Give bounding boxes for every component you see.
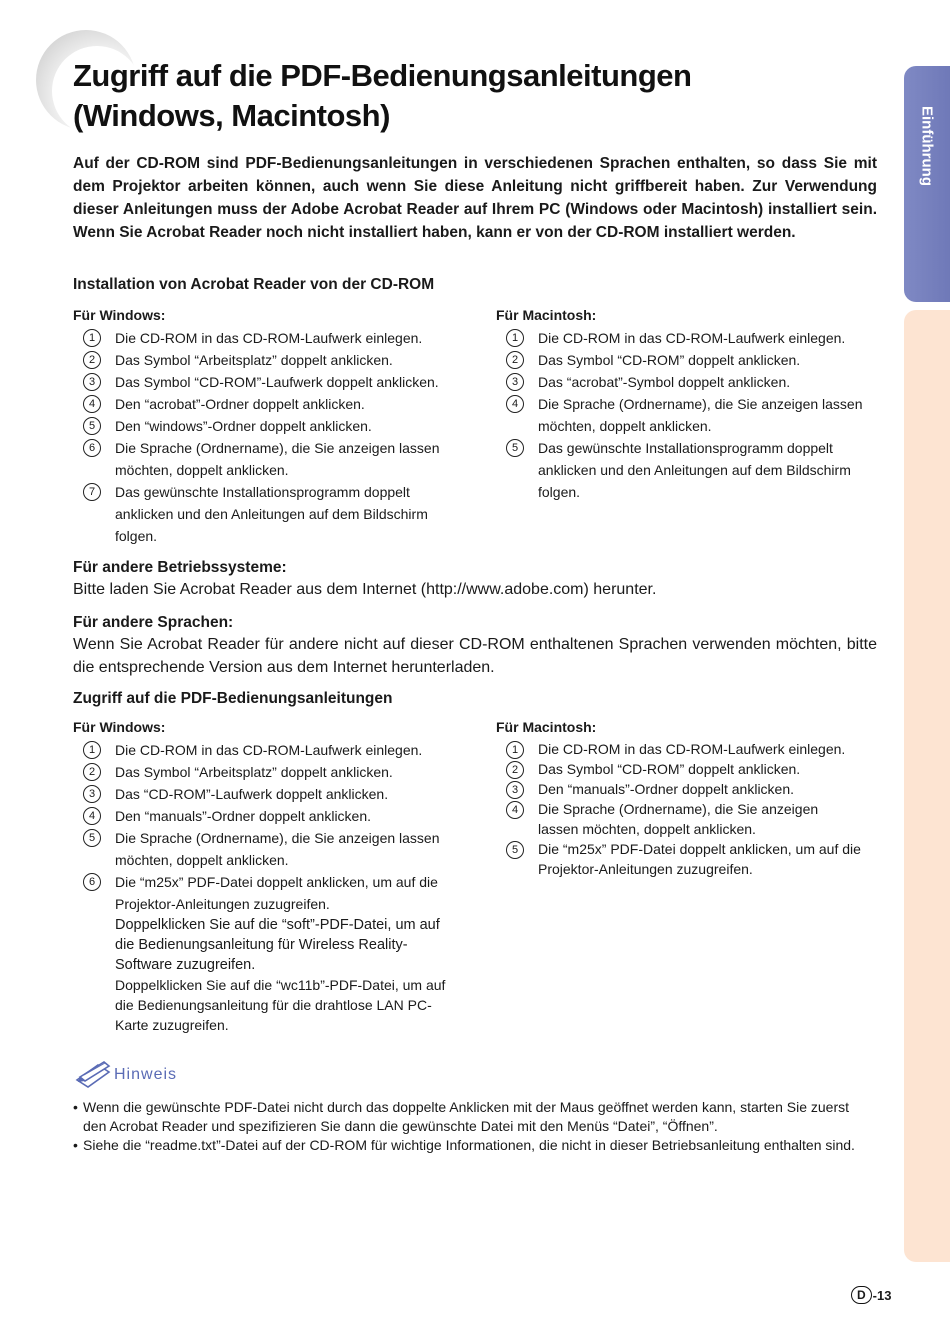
step-number: 1 (506, 329, 524, 347)
list-item (73, 415, 458, 437)
note-item (73, 1098, 873, 1136)
step-number: 3 (83, 373, 101, 391)
step-extra-soft: Doppelklicken Sie auf die “soft”-PDF-Datei, um auf die Bedienungsanleitung für Wireless Reality-Software zuzugreifen. (115, 917, 440, 973)
list-item (73, 761, 458, 783)
step-number: 6 (83, 439, 101, 457)
list-item (496, 437, 877, 503)
access-heading: Zugriff auf die PDF-Bedienungsanleitungen (73, 690, 393, 707)
list-item (496, 839, 898, 879)
step-extra-wc11b: Doppelklicken Sie auf die “wc11b”-PDF-Datei, um auf die Bedienungsanleitung für die drahtlose LAN PC-Karte zuzugreifen. (115, 977, 446, 1033)
step-text: Den “manuals”-Ordner doppelt anklicken. (538, 781, 795, 797)
note-item (73, 1136, 873, 1155)
list-item (496, 393, 877, 437)
step-text: Das gewünschte Installationsprogramm doppelt anklicken und den Anleitungen auf dem Bildschirm folgen. (115, 484, 428, 544)
step-number: 4 (506, 801, 524, 819)
access-windows-heading: Für Windows: (73, 719, 166, 735)
step-number: 1 (506, 741, 524, 759)
step-number: 1 (83, 329, 101, 347)
step-text: Das Symbol “CD-ROM” doppelt anklicken. (538, 352, 801, 368)
step-text: Das Symbol “Arbeitsplatz” doppelt anklicken. (115, 764, 393, 780)
note-label: Hinweis (114, 1066, 178, 1083)
access-mac-column (496, 718, 877, 879)
step-text: Das “CD-ROM”-Laufwerk doppelt anklicken. (115, 786, 389, 802)
note-list (73, 1098, 873, 1155)
list-item (496, 759, 877, 779)
list-item (73, 349, 458, 371)
access-windows-steps (73, 739, 458, 1035)
section-tab-einfuehrung[interactable] (904, 66, 950, 302)
list-item (73, 871, 458, 1035)
step-text: Die CD-ROM in das CD-ROM-Laufwerk einlegen. (538, 330, 846, 346)
step-text: Die Sprache (Ordnername), die Sie anzeigen lassen möchten, doppelt anklicken. (538, 396, 863, 434)
install-heading: Installation von Acrobat Reader von der CD-ROM (73, 276, 435, 293)
step-text: Das “acrobat”-Symbol doppelt anklicken. (538, 374, 791, 390)
step-number: 3 (506, 781, 524, 799)
bullet: • (73, 1137, 78, 1153)
list-item (496, 799, 858, 839)
step-number: 3 (506, 373, 524, 391)
step-text: Die CD-ROM in das CD-ROM-Laufwerk einlegen. (115, 330, 423, 346)
list-item (496, 349, 877, 371)
other-os-text: Bitte laden Sie Acrobat Reader aus dem Internet (http://www.adobe.com) herunter. (73, 581, 657, 598)
install-windows-column (73, 306, 458, 547)
install-mac-steps (496, 327, 877, 503)
step-number: 5 (83, 417, 101, 435)
note-text: Siehe die “readme.txt”-Datei auf der CD-ROM für wichtige Informationen, die nicht in dieser Betriebsanleitung enthalten sind. (83, 1137, 855, 1153)
step-text: Die Sprache (Ordnername), die Sie anzeigen lassen möchten, doppelt anklicken. (115, 830, 440, 868)
list-item (496, 371, 877, 393)
step-text: Den “acrobat”-Ordner doppelt anklicken. (115, 396, 365, 412)
list-item (73, 783, 458, 805)
list-item (496, 779, 877, 799)
step-text: Die Sprache (Ordnername), die Sie anzeigen lassen möchten, doppelt anklicken. (115, 440, 440, 478)
list-item (73, 481, 458, 547)
step-text: Das gewünschte Installationsprogramm doppelt anklicken und den Anleitungen auf dem Bildschirm folgen. (538, 440, 851, 500)
access-windows-column (73, 718, 458, 1035)
step-number: 3 (83, 785, 101, 803)
step-text: Das Symbol “CD-ROM”-Laufwerk doppelt anklicken. (115, 374, 439, 390)
step-text: Die Sprache (Ordnername), die Sie anzeigen lassen möchten, doppelt anklicken. (538, 801, 819, 837)
list-item (73, 393, 458, 415)
step-text: Den “windows”-Ordner doppelt anklicken. (115, 418, 372, 434)
intro-paragraph: Auf der CD-ROM sind PDF-Bedienungsanleitungen in verschiedenen Sprachen enthalten, so dass Sie mit dem Projektor arbeiten können, auch wenn Sie diese Anleitung nicht griffbereit haben. Zur Verwendung dieser Anleitungen muss der Adobe Acrobat Reader auf Ihrem PC (Windows oder Macintosh) installiert sein. Wenn Sie Acrobat Reader noch nicht installiert haben, kann er von der CD-ROM installiert werden. (73, 155, 877, 241)
page-title (73, 56, 691, 136)
other-os-heading: Für andere Betriebssysteme: (73, 559, 287, 576)
step-number: 2 (83, 351, 101, 369)
other-lang-text: Wenn Sie Acrobat Reader für andere nicht auf dieser CD-ROM enthaltenen Sprachen verwenden möchten, bitte die entsprechende Version aus dem Internet herunterladen. (73, 636, 877, 676)
step-number: 1 (83, 741, 101, 759)
step-number: 5 (506, 439, 524, 457)
step-number: 5 (506, 841, 524, 859)
access-mac-heading: Für Macintosh: (496, 719, 597, 735)
page-letter-badge: D (851, 1286, 872, 1304)
list-item (73, 739, 458, 761)
note-text: Wenn die gewünschte PDF-Datei nicht durch das doppelte Anklicken mit der Maus geöffnet werden kann, starten Sie zuerst den Acrobat Reader und spezifizieren Sie dann die gewünschte Datei mit den Menüs “Datei”, “Öffnen”. (83, 1099, 850, 1134)
step-number: 4 (506, 395, 524, 413)
list-item (73, 827, 458, 871)
page-number-text: -13 (872, 1287, 892, 1303)
page-title-line2: (Windows, Macintosh) (73, 98, 390, 133)
bullet: • (73, 1099, 78, 1115)
other-os-block (73, 557, 877, 601)
page-title-line1: Zugriff auf die PDF-Bedienungsanleitungen (73, 58, 692, 93)
install-mac-column (496, 306, 877, 503)
list-item (73, 327, 458, 349)
install-windows-heading: Für Windows: (73, 307, 166, 323)
step-text: Die CD-ROM in das CD-ROM-Laufwerk einlegen. (115, 742, 423, 758)
install-windows-steps (73, 327, 458, 547)
step-number: 4 (83, 395, 101, 413)
step-text: Die CD-ROM in das CD-ROM-Laufwerk einlegen. (538, 741, 846, 757)
list-item (496, 327, 877, 349)
install-mac-heading: Für Macintosh: (496, 307, 597, 323)
page-number (851, 1286, 891, 1304)
section-tab-label: Einführung (918, 106, 936, 186)
side-strip (904, 310, 950, 1262)
other-lang-heading: Für andere Sprachen: (73, 614, 234, 631)
step-number: 2 (506, 761, 524, 779)
step-number: 5 (83, 829, 101, 847)
step-text: Die “m25x” PDF-Datei doppelt anklicken, um auf die Projektor-Anleitungen zuzugreifen. (538, 841, 861, 877)
step-text: Das Symbol “Arbeitsplatz” doppelt anklicken. (115, 352, 393, 368)
step-number: 2 (506, 351, 524, 369)
note-pencil-icon (74, 1060, 112, 1090)
list-item (73, 437, 458, 481)
step-number: 4 (83, 807, 101, 825)
list-item (496, 739, 877, 759)
list-item (73, 371, 458, 393)
step-text: Das Symbol “CD-ROM” doppelt anklicken. (538, 761, 801, 777)
other-lang-block (73, 612, 877, 679)
step-text: Den “manuals”-Ordner doppelt anklicken. (115, 808, 372, 824)
step-number: 6 (83, 873, 101, 891)
access-mac-steps (496, 739, 877, 879)
note-header (74, 1060, 177, 1090)
step-number: 7 (83, 483, 101, 501)
list-item (73, 805, 458, 827)
step-number: 2 (83, 763, 101, 781)
step-text: Die “m25x” PDF-Datei doppelt anklicken, um auf die Projektor-Anleitungen zuzugreifen. (115, 874, 438, 912)
